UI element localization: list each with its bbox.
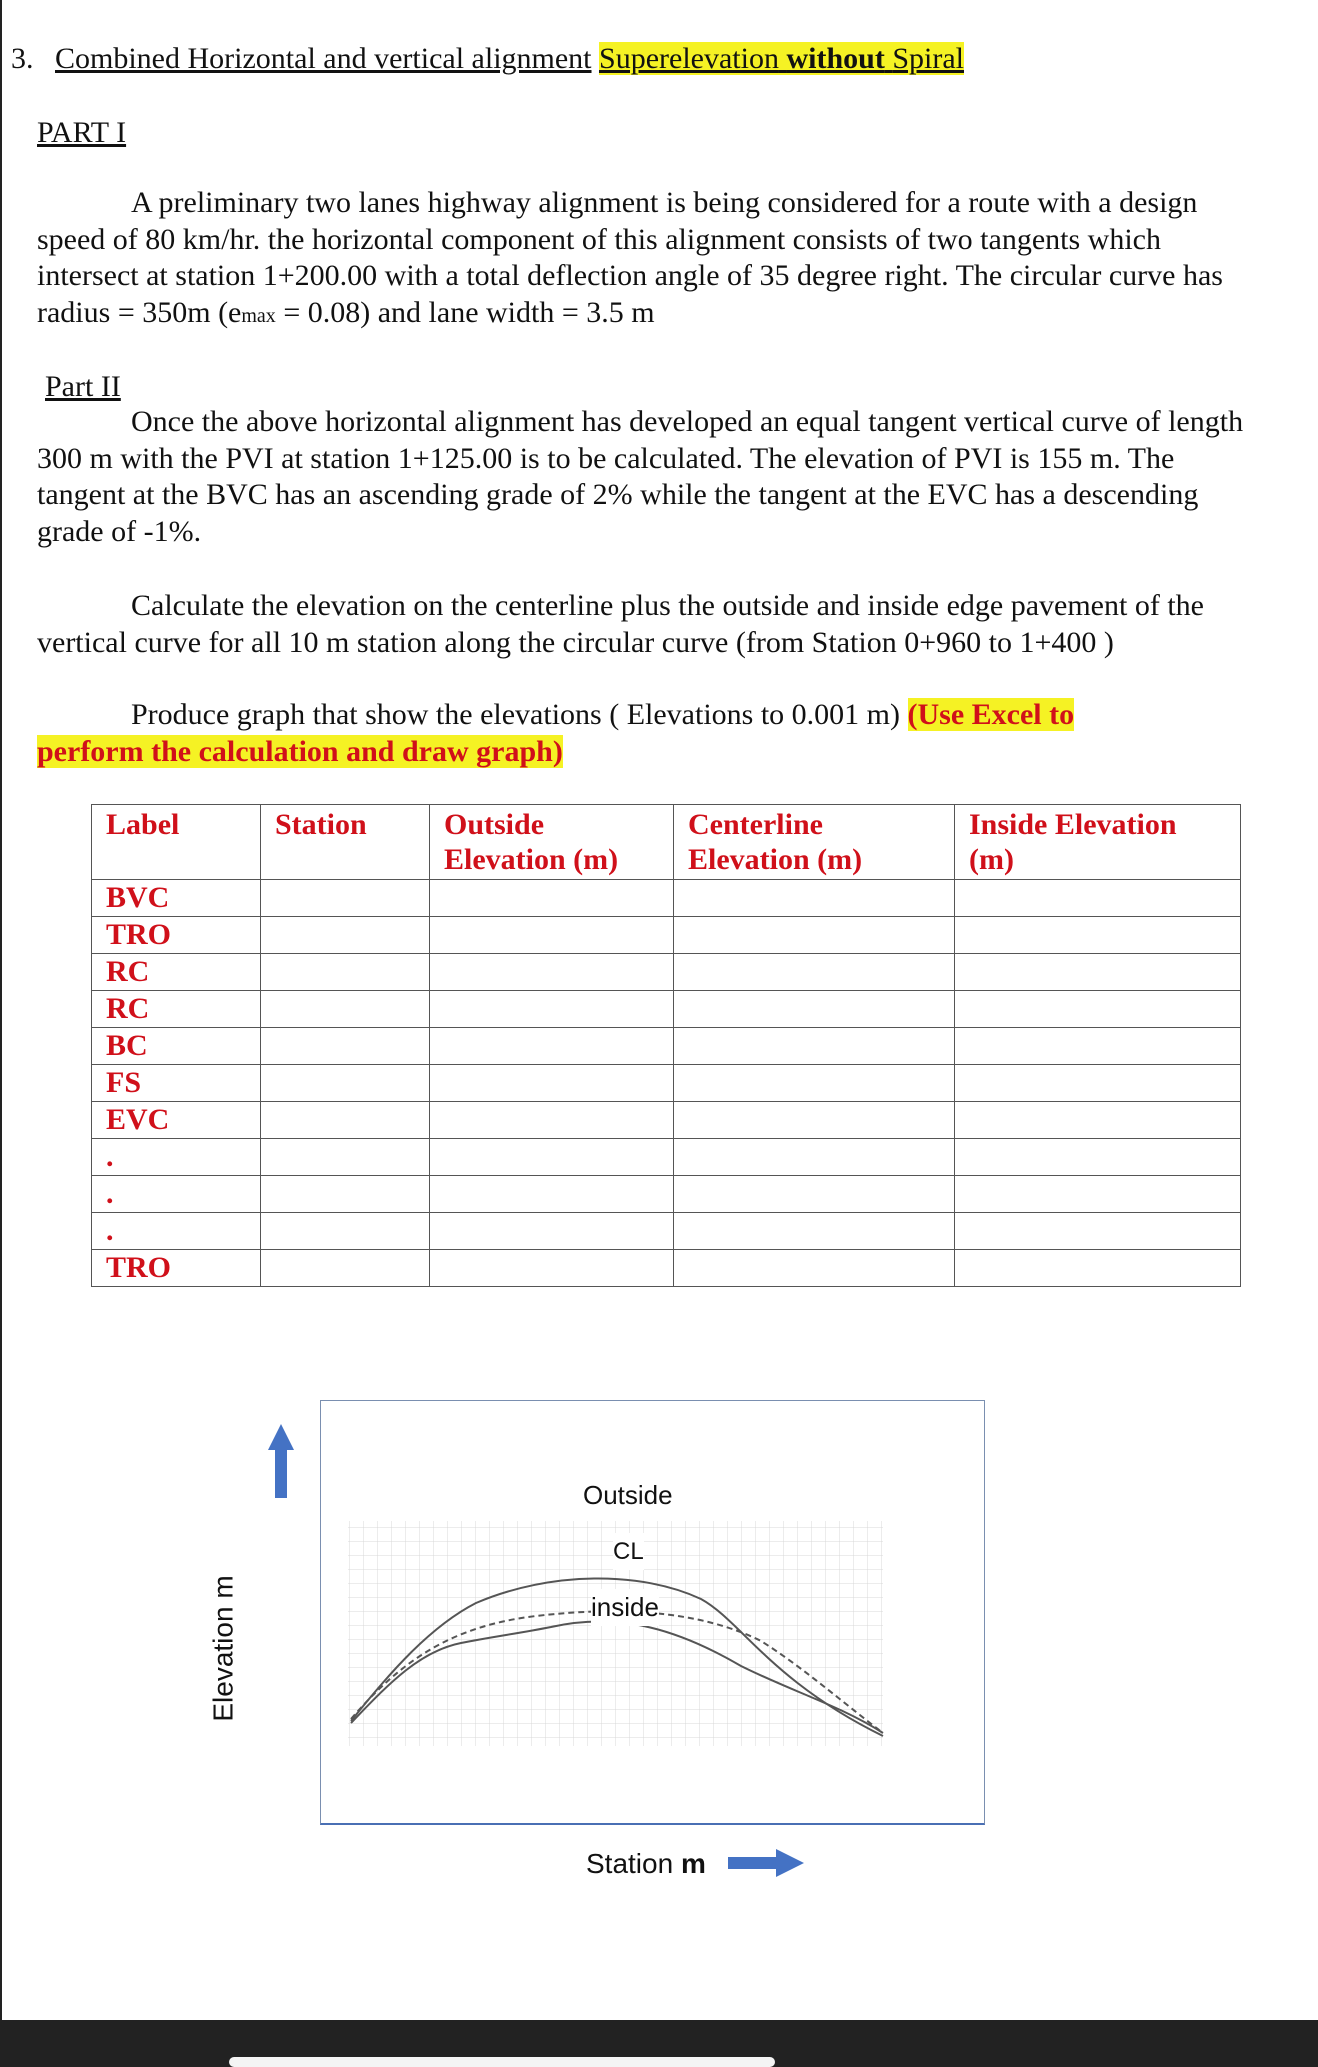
header-station: Station: [261, 805, 430, 880]
part1-label: PART I: [37, 116, 127, 149]
row-label: TRO: [92, 917, 261, 954]
calc-instruction: Calculate the elevation on the centerline plus the outside and inside edge pavement of the vertical curve for all 10 m station along the circular curve (from Station 0+960 to 1+400 ): [37, 589, 1204, 659]
y-axis-label: Elevation m: [207, 1575, 239, 1722]
part2-paragraph: Once the above horizontal alignment has developed an equal tangent vertical curve of length 300 m with the PVI at station 1+125.00 is to be calculated. The elevation of PVI is 155 m. The tangent at the BVC has an ascending grade of 2% while the tangent at the EVC has a descending grade of -1%.: [37, 405, 1244, 548]
table-row: [92, 991, 1241, 1028]
row-label: BVC: [92, 880, 261, 917]
question-heading: [11, 40, 964, 77]
outside-label: Outside: [583, 1480, 673, 1510]
table-row: [92, 880, 1241, 917]
row-label: .: [92, 1213, 261, 1250]
table-row: [92, 1065, 1241, 1102]
table-row: [92, 1250, 1241, 1287]
cl-label: CL: [613, 1533, 644, 1570]
row-label: FS: [92, 1065, 261, 1102]
table-header-row: [92, 805, 1241, 880]
row-label: .: [92, 1139, 261, 1176]
header-centerline-elevation: Centerline Elevation (m): [674, 805, 955, 880]
graph-instruction: Produce graph that show the elevations ( Elevations to 0.001 m) (Use Excel to perform the calculation and draw graph): [37, 698, 1075, 768]
table-row: [92, 1028, 1241, 1065]
x-axis-label: Station m: [586, 1848, 706, 1879]
question-number: 3.: [11, 42, 34, 75]
home-indicator[interactable]: [229, 2057, 775, 2067]
row-label: .: [92, 1176, 261, 1213]
part1-paragraph: A preliminary two lanes highway alignment is being considered for a route with a design speed of 80 km/hr. the horizontal component of this alignment consists of two tangents which intersect at station 1+200.00 with a total deflection angle of 35 degree right. The circular curve has radius = 350m (emax = 0.08) and lane width = 3.5 m: [37, 186, 1223, 329]
question-title-highlight: Superelevation without Spiral: [599, 42, 964, 75]
row-label: RC: [92, 954, 261, 991]
table-row: [92, 1102, 1241, 1139]
header-inside-elevation: Inside Elevation (m): [955, 805, 1241, 880]
elevation-table: [91, 804, 1241, 1287]
row-label: TRO: [92, 1250, 261, 1287]
row-label: RC: [92, 991, 261, 1028]
part2-label: Part II: [45, 370, 121, 403]
header-label: Label: [92, 805, 261, 880]
table-row: [92, 1213, 1241, 1250]
up-arrow-icon: [265, 1422, 297, 1500]
elevation-sketch-graph: [320, 1400, 985, 1825]
row-label: EVC: [92, 1102, 261, 1139]
question-title: Combined Horizontal and vertical alignment: [55, 42, 592, 75]
table-row: [92, 1139, 1241, 1176]
table-row: [92, 1176, 1241, 1213]
row-label: BC: [92, 1028, 261, 1065]
table-row: [92, 954, 1241, 991]
inside-label: inside: [591, 1589, 659, 1626]
table-row: [92, 917, 1241, 954]
header-outside-elevation: Outside Elevation (m): [430, 805, 674, 880]
right-arrow-icon: [728, 1848, 806, 1878]
